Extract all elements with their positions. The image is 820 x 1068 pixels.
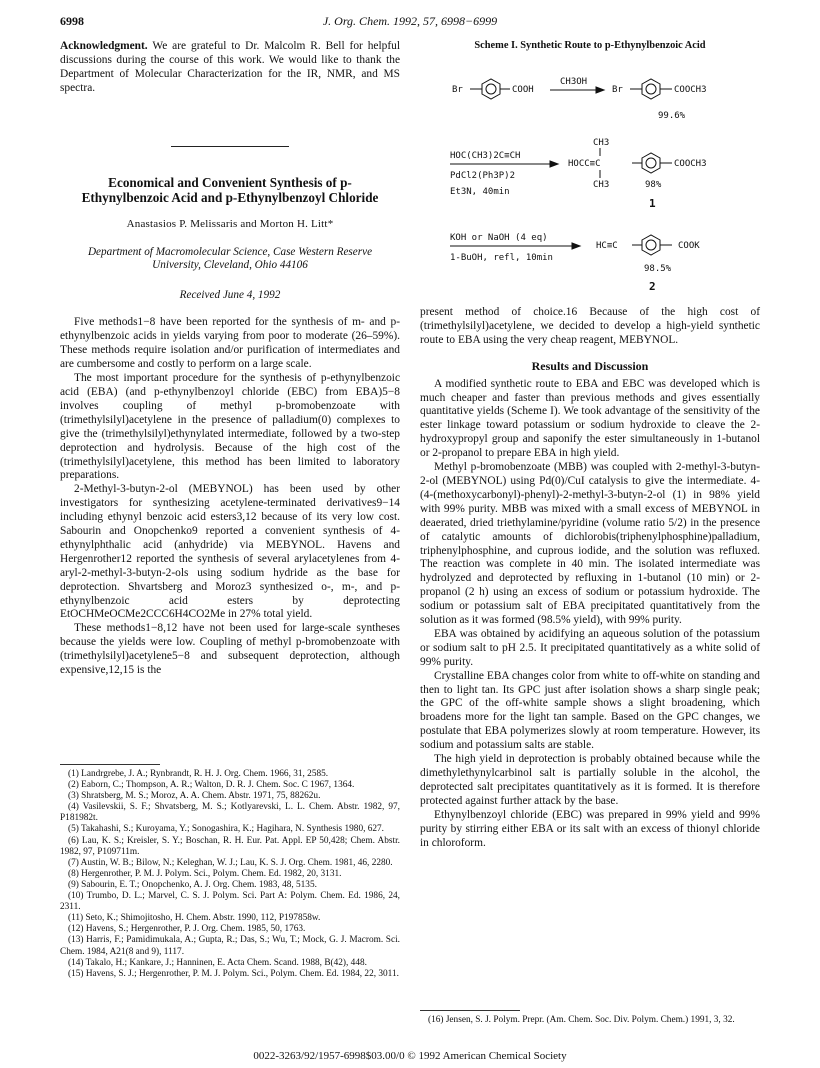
acknowledgment [60,40,400,96]
reference-item: (16) Jensen, S. J. Polym. Prepr. (Am. Chem. Soc. Div. Polym. Chem.) 1991, 3, 32. [428,1015,735,1025]
section-divider [171,146,289,147]
footnote-rule [420,1010,520,1011]
aromatic-circle-icon [646,240,656,250]
body-paragraph: The most important procedure for the synthesis of p-ethynylbenzoic acid (EBA) (and p-ethynylbenzoyl chloride (EBC) from EBA)5−8 involves coupling of methyl p-bromobenzoate with (trimethylsilyl)acetylene in the presence of palladium(0) complexes to give the (trimethylsilyl)ethynylated intermediate, followed by a two-step deprotection and hydrolysis. Because of the high cost of the (trimethylsilyl)acetylene, this method has been limited to laboratory preparations. [60,372,400,482]
methanol-label: CH3OH [560,77,588,87]
acknowledgment-head: Acknowledgment. [60,40,148,52]
methyl-label: CH3 [593,180,610,190]
article-affiliation: Department of Macromolecular Science, Case Western Reserve University, Cleveland, Ohio 44106 [87,245,373,272]
page-footer: 0022-3263/92/1957-6998$03.00/0 © 1992 American Chemical Society [253,1050,567,1062]
received-date: Received June 4, 1992 [179,288,281,301]
aromatic-circle-icon [646,84,656,94]
benzene-ring-icon [482,79,500,99]
reference-item: (8) Hergenrother, P. M. J. Polym. Sci., Polym. Chem. Ed. 1982, 20, 3131. [68,868,342,879]
reference-item: (6) Lau, K. S.; Kreisler, S. Y.; Boschan, R. H. Eur. Pat. Appl. EP 50,428; Chem. Abstr. 1982, 97, P109711m. [60,835,400,857]
reference-item: (2) Eaborn, C.; Thompson, A. R.; Walton, D. R. J. Chem. Soc. C 1967, 1364. [68,780,355,791]
running-header [60,14,760,34]
reference-item: (4) Vasilevskii, S. F.; Shvatsberg, M. S.; Kotlyarevski, L. L. Chem. Abstr. 1982, 97, P181982t. [60,802,400,824]
right-footnote [420,1010,760,1026]
arrowhead-icon [596,87,604,93]
benzene-ring-icon [642,153,660,173]
body-paragraph: 2-Methyl-3-butyn-2-ol (MEBYNOL) has been used by other investigators for synthesizing acetylene-terminated derivatives9−14 including ethynyl benzoic acid esters3,12 because of its very low cost. Sabourin and Onopchenko9 reported a convenient synthesis of 4-ethynylphthalic acid (anhydride) via MEBYNOL. Havens and Hergenrother12 reported the synthesis of several arylacetylenes from 4-aryl-2-methyl-3-butyn-2-ols using sodium hydride as the base for deprotection. Shvartsberg and Moroz3 synthesized o-, m-, and p-ethynylbenzoic acid esters by deprotecting EtOCHMeOCMe2CCC6H4CO2Me in 27% total yield. [60,483,400,621]
body-paragraph: Five methods1−8 have been reported for the synthesis of m- and p-ethynylbenzoic acids in yields varying from poor to moderate (26–59%). These methods require isolation and/or purification of intermediates and are cumbersome and costly to perform on a large scale. [60,316,400,371]
ester-label: COOCH3 [674,85,707,95]
body-paragraph: A modified synthetic route to EBA and EBC was developed which is much cheaper and faster than previous methods and gives essentially quantitative yields (Scheme I). We took advantage of the sensitivity of the ester linkage toward potassium or sodium hydroxide to cleave the 2-hydroxypropyl group and saponify the ester simultaneously in 1-butanol or 2-propanol to prepare EBA in high yield. [420,377,760,460]
article-title: Economical and Convenient Synthesis of p-Ethynylbenzoic Acid and p-Ethynylbenzoyl Chloride [81,174,379,206]
body-paragraph: Crystalline EBA changes color from white to off-white on standing and then to light tan. Its GPC just after isolation shows a sharp single peak; the GPC of the off-white sample shows a slight broadening, which broadens more for the light tan sample. Based on the GPC changes, we postulate that EBA polymerizes slowly at room temperature. However, its sodium and potassium salts are stable. [420,669,760,752]
reaction-scheme [420,40,760,300]
reference-item: (7) Austin, W. B.; Bilow, N.; Keleghan, W. J.; Lau, K. S. J. Org. Chem. 1981, 46, 2280. [68,857,393,868]
reagent-catalyst: PdCl2(Ph3P)2 [450,171,516,181]
reagent-solvent: 1-BuOH, refl, 10min [450,253,553,263]
reagent-conditions: Et3N, 40min [450,187,510,197]
reference-list [60,764,400,980]
reference-item: (14) Takalo, H.; Kankare, J.; Hanninen, E. Acta Chem. Scand. 1988, B(42), 448. [68,957,367,968]
benzene-ring-icon [642,235,660,255]
reference-item: (10) Trumbo, D. L.; Marvel, C. S. J. Polym. Sci. Part A: Polym. Chem. Ed. 1986, 24, 2311. [60,891,400,913]
page-number: 6998 [60,14,84,28]
bromo-label: Br [452,85,463,95]
left-column [60,40,400,678]
reference-item: (5) Takahashi, S.; Kuroyama, Y.; Sonogashira, K.; Hagihara, N. Synthesis 1980, 627. [68,824,385,835]
body-paragraph: present method of choice.16 Because of the high cost of (trimethylsilyl)acetylene, we decided to develop a high-yield synthetic route to EBA using the very cheap reagent, MEBYNOL. [420,306,760,346]
yield-label: 98.5% [644,264,672,274]
acid-label: COOH [512,85,534,95]
arrowhead-icon [550,161,558,167]
body-paragraph: The high yield in deprotection is probably obtained because while the dimethylethynylcarbinol salt is partially soluble in the alcohol, the deprotected salt precipitates quantitatively as it is formed. It is therefore protected against further attack by the base. [420,753,760,807]
methyl-label: CH3 [593,138,610,148]
reference-item: (15) Havens, S. J.; Hergenrother, P. M. J. Polym. Sci., Polym. Chem. Ed. 1984, 22, 3011. [68,968,399,979]
hocc-label: HOCC≡C [568,159,601,169]
aromatic-circle-icon [486,84,496,94]
reference-item: (12) Havens, S.; Hergenrother, P. J. Org. Chem. 1985, 50, 1763. [68,924,306,935]
arrowhead-icon [572,243,580,249]
reference-item: (13) Harris, F.; Pamidimukala, A.; Gupta, R.; Das, S.; Wu, T.; Mock, G. J. Macrom. Sci. Chem. 1984, A21(8 and 9), 1117. [60,935,400,957]
body-paragraph: Methyl p-bromobenzoate (MBB) was coupled with 2-methyl-3-butyn-2-ol (MEBYNOL) using Pd(0)/CuI catalysis to give the intermediate. 4-(4-(methoxycarbonyl)-phenyl)-2-methyl-3-butyn-2-ol (1) in 98% yield with 99% purity. MBB was mixed with a small excess of MEBYNOL in deaerated, dried triethylamine/pyridine (volume ratio 5/2) in the presence of catalytic amounts of dichlorobis(triphenylphosphine)palladium, triphenylphosphine, and cuprous iodide, and the solution was refluxed. The reaction was complete in 40 min. The isolated intermediate was hydrolyzed and deprotected by refluxing in 1-butanol (10 min) or 2-propanol (2 h) using an excess of sodium or potassium hydroxide. The sodium or potassium salt of EBA precipitated quantitatively from the solution as it was formed (98.5% yield), with 99% purity. [420,461,760,627]
body-paragraph: Ethynylbenzoyl chloride (EBC) was prepared in 99% yield and 99% purity by stirring either EBA or its salt with an excess of thionyl chloride in chloroform. [420,808,760,849]
right-column [420,306,760,850]
journal-citation: J. Org. Chem. 1992, 57, 6998−6999 [322,14,498,28]
yield-label: 98% [645,180,662,190]
scheme-title: Scheme I. Synthetic Route to p-Ethynylbenzoic Acid [474,40,706,51]
alkyne-label: HC≡C [596,241,618,251]
reagent-mebynol: HOC(CH3)2C≡CH [450,151,521,161]
reagent-base: KOH or NaOH (4 eq) [450,233,548,243]
benzene-ring-icon [642,79,660,99]
body-paragraph: EBA was obtained by acidifying an aqueous solution of the potassium or sodium salt to pH 2.5. It precipitated quantitatively as a white solid of 99% purity. [420,627,760,668]
reference-item: (9) Sabourin, E. T.; Onopchenko, A. J. Org. Chem. 1983, 48, 5135. [68,879,317,890]
salt-label: COOK [678,241,700,251]
reference-item: (3) Shratsberg, M. S.; Moroz, A. A. Chem. Abstr. 1971, 75, 88262u. [68,791,321,802]
scheme-diagram [420,56,760,301]
compound-number: 1 [649,197,656,210]
body-paragraph: These methods1−8,12 have not been used for large-scale syntheses because the yields were low. Coupling of methyl p-bromobenzoate with (trimethylsilyl)acetylene5−8 and subsequent deprotection, although expensive,12,15 is the [60,622,400,677]
reference-item: (11) Seto, K.; Shimojitosho, H. Chem. Abstr. 1990, 112, P197858w. [68,913,321,924]
ester-label: COOCH3 [674,159,707,169]
bromo-label: Br [612,85,623,95]
section-heading: Results and Discussion [531,358,649,373]
reference-item: (1) Landrgrebe, J. A.; Rynbrandt, R. H. J. Org. Chem. 1966, 31, 2585. [68,769,329,779]
article-authors: Anastasios P. Melissaris and Morton H. Litt* [126,217,334,230]
compound-number: 2 [649,280,656,293]
aromatic-circle-icon [646,158,656,168]
footnote-rule [60,764,160,765]
acknowledgment-text: We are grateful to Dr. Malcolm R. Bell for helpful discussions during the course of this work. We would like to thank the Department of Molecular Characterization for the IR, NMR, and MS spectra. [60,40,400,94]
yield-label: 99.6% [658,111,686,121]
